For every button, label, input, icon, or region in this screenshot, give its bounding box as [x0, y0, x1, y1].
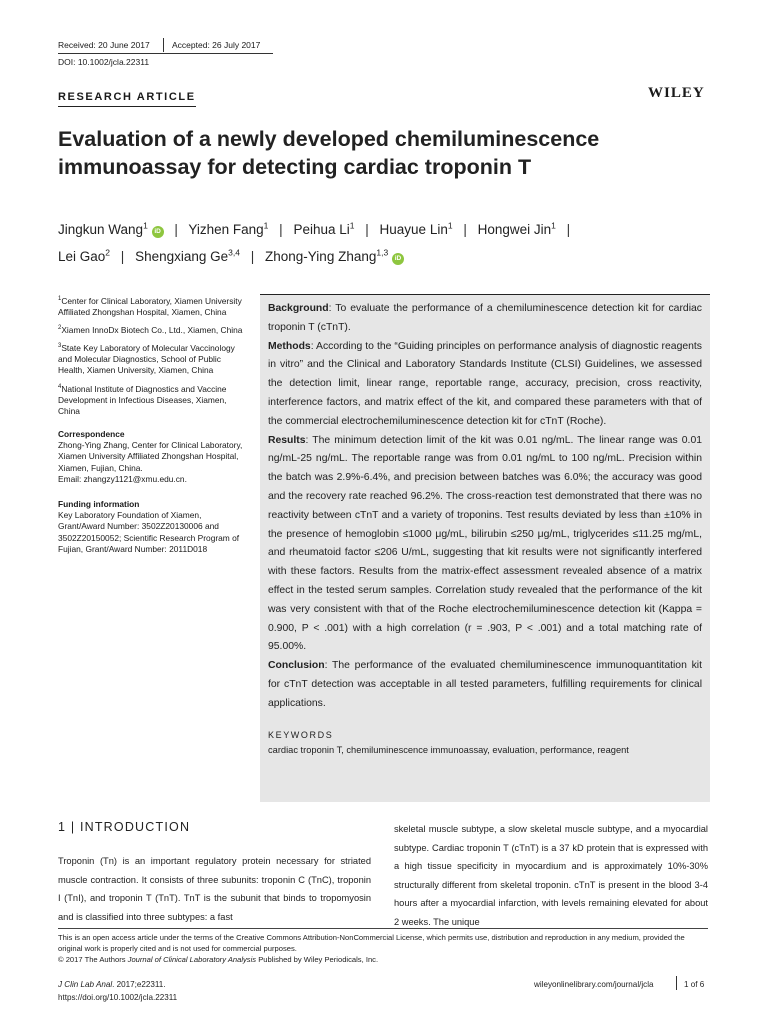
license-text: This is an open access article under the terms of the Creative Commons Attribution-NonCommercial License, which permits use, distribution and reproduction in any medium, provided the original work is properly cited and is not used for commercial purposes. — [58, 933, 685, 953]
author: Yizhen Fang$^1$ — [188, 220, 269, 237]
author: Shengxiang Ge$^{3,4}$ — [135, 247, 240, 264]
introduction-heading: 1 | INTRODUCTION — [58, 820, 191, 834]
background-label: Background — [268, 303, 329, 314]
author: Zhong-Ying Zhang$^{1,3}$ — [265, 247, 389, 264]
received-date: Received: 20 June 2017 — [58, 40, 150, 50]
abstract-box — [260, 294, 710, 802]
orcid-icon[interactable]: iD — [392, 253, 404, 265]
orcid-icon[interactable]: iD — [152, 226, 164, 238]
correspondence-text: Zhong-Ying Zhang, Center for Clinical Laboratory, Xiamen University Affiliated Zhongshan Hospital, Xiamen, Fujian, China. — [58, 440, 243, 473]
affiliations-sidebar — [58, 294, 248, 555]
author-separator: | — [279, 221, 283, 237]
correspondence-heading: Correspondence — [58, 429, 125, 440]
author-separator: | — [463, 221, 467, 237]
abstract-body — [268, 300, 702, 714]
footer-rule — [58, 928, 708, 929]
methods-label: Methods — [268, 340, 311, 352]
citation-url[interactable]: https://doi.org/10.1002/jcla.22311 — [58, 993, 178, 1002]
article-title: Evaluation of a newly developed chemiluminescence immunoassay for detecting cardiac troponin T — [58, 127, 600, 179]
methods-text: : According to the “Guiding principles on performance analysis of diagnostic reagents in vitro” and the Clinical and Laboratory Standards Institute (CLSI) Guidelines, we assessed the detection limit, linear range, reportable range, accuracy, precision, cross reactivity, interference factors, and matrix effect of the kit, and compared these parameters with that of the commercial electrochemiluminescence detection kit for cTnT (Roche). — [268, 340, 702, 427]
intro-column-left: Troponin (Tn) is an important regulatory protein necessary for striated muscle contraction. It consists of three subunits: troponin C (TnC), troponin I (TnI), and troponin T (TnT). TnT is the subunit that binds to tropomyosin and is classified into three subtypes: a fast — [58, 856, 371, 922]
author: Peihua Li$^1$ — [293, 220, 355, 237]
author-line-2 — [58, 243, 404, 266]
citation: J Clin Lab Anal. 2017;e22311. — [58, 980, 166, 989]
publisher-logo: WILEY — [648, 85, 705, 101]
author-separator: | — [120, 248, 125, 264]
intro-column-right: skeletal muscle subtype, a slow skeletal muscle subtype, and a myocardial subtype. Cardiac troponin T (cTnT) is a 37 kD protein that is expressed with a high tissue specificity in myocardium and is approximately 10%-30% structurally different from skeletal troponin. cTnT is present in the blood 3-4 hours after a myocardial infarction, with levels remaining elevated for about 2 weeks. The unique — [394, 824, 708, 927]
author: Huayue Lin$^1$ — [379, 220, 453, 237]
author: Jingkun Wang$^1$ — [58, 220, 148, 237]
conclusion-label: Conclusion — [268, 660, 325, 672]
author: Hongwei Jin$^1$ — [477, 220, 556, 237]
conclusion-text: : The performance of the evaluated chemiluminescence immunoquantitation kit for cTnT detection was acceptable in all tested parameters, fulfilling requirements for clinical applications. — [268, 660, 702, 709]
keywords-text: cardiac troponin T, chemiluminescence immunoassay, evaluation, performance, reagent — [268, 744, 629, 755]
author-line-1 — [58, 216, 577, 239]
affiliation: $^3$State Key Laboratory of Molecular Vaccinology and Molecular Diagnostics, School of Public Health, Xiamen University, Xiamen, China — [58, 343, 235, 376]
journal-url[interactable]: wileyonlinelibrary.com/journal/jcla — [534, 980, 654, 989]
funding-heading: Funding information — [58, 499, 140, 510]
author-separator: | — [365, 221, 369, 237]
author-separator: | — [174, 221, 178, 237]
header-rule — [58, 53, 273, 54]
accepted-date: Accepted: 26 July 2017 — [172, 40, 261, 50]
affiliation: $^1$Center for Clinical Laboratory, Xiamen University Affiliated Zhongshan Hospital, Xiamen, China — [58, 295, 242, 317]
author-separator: | — [250, 248, 255, 264]
results-text: : The minimum detection limit of the kit was 0.01 ng/mL. The linear range was 0.01 ng/mL-25 ng/mL. The reportable range was from 0.01 ng/mL to 100 ng/mL. Precision within the batch was 2.9%-6.4%, and precision between batches was 6.0%; the accuracy was good and the recovery rate reached 96.2%. The cross-reaction test demonstrated that there was no reactivity between cTnT and a variety of troponins. Test results deviated by less than ±10% in the presence of hemoglobin ≤1000 μg/mL, bilirubin ≤250 μg/mL, triglycerides ≤11.25 mg/mL, and rheumatoid factor ≤206 U/mL, suggesting that kit results were not significantly interfered with these factors. Results from the matrix-effect assessment revealed absence of a matrix effect in the tested serum samples. Correlation study revealed that the performance of the kit was very consistent with that of the Roche electrochemiluminescence detection kit (Kappa = 0.900, P < .001) with a high correlation (r = .903, P < .001) and a total matching rate of 95.00%. — [268, 434, 702, 653]
funding-text: Key Laboratory Foundation of Xiamen, Grant/Award Number: 3502Z20130006 and 3502Z20150052; Scientific Research Program of Fujian, Grant/Award Number: 2011D018 — [58, 510, 240, 554]
header-divider — [163, 38, 164, 52]
author-separator: | — [566, 221, 571, 237]
correspondence-email[interactable]: Email: zhangzy1121@xmu.edu.cn. — [58, 473, 187, 484]
doi[interactable]: DOI: 10.1002/jcla.22311 — [58, 57, 150, 67]
affiliation: $^4$National Institute of Diagnostics and Vaccine Development in Infectious Diseases, Xiamen, China — [58, 383, 227, 416]
affiliation: $^2$Xiamen InnoDx Biotech Co., Ltd., Xiamen, China — [58, 325, 243, 335]
keywords-heading: KEYWORDS — [268, 729, 334, 740]
background-text: : To evaluate the performance of a chemiluminescence detection kit for cardiac troponin T (cTnT). — [268, 303, 702, 333]
page-number: 1 of 6 — [684, 980, 705, 989]
section-label: RESEARCH ARTICLE — [58, 91, 196, 107]
copyright-line: © 2017 The Authors Journal of Clinical Laboratory Analysis Published by Wiley Periodicals, Inc. — [58, 955, 379, 964]
results-label: Results — [268, 434, 306, 446]
author: Lei Gao$^2$ — [58, 247, 111, 264]
license-notice — [58, 932, 708, 965]
footer-divider — [676, 976, 677, 990]
